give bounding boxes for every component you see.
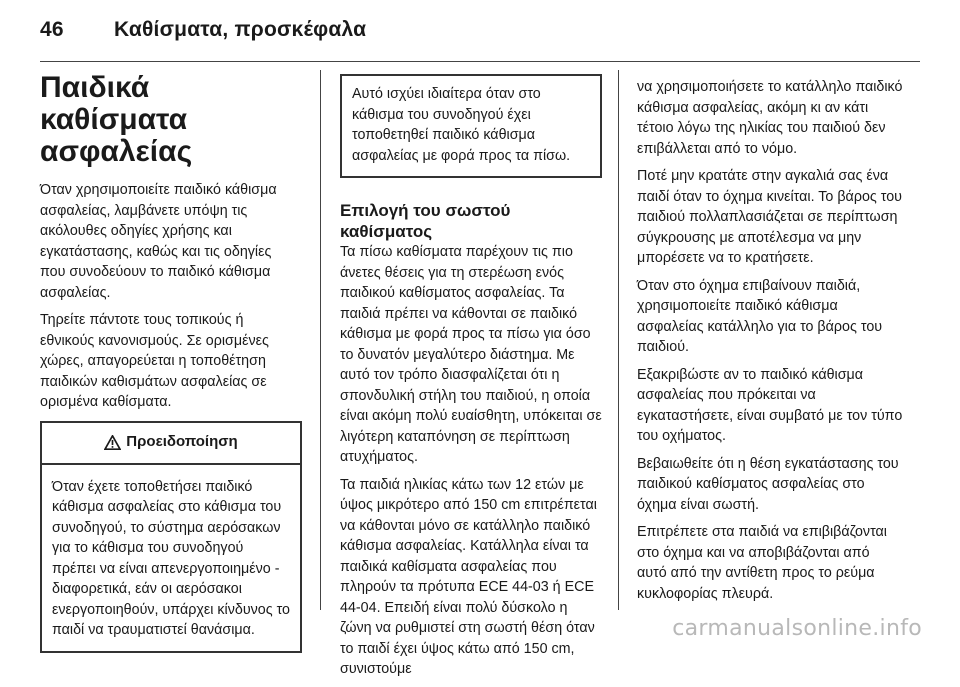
paragraph: Εξακριβώστε αν το παιδικό κάθισμα ασφαλείας που πρόκειται να εγκαταστήσετε, είναι συμβατό με τον τύπο του οχήματος. bbox=[637, 366, 903, 444]
paragraph: Ποτέ μην κρατάτε στην αγκαλιά σας ένα παιδί όταν το όχημα κινείται. Το βάρος του παιδιού πολλαπλασιάζεται σε περίπτωση σύγκρουσης με αποτέλεσμα να μην μπορέσετε να το κρατήσετε. bbox=[637, 168, 902, 266]
section-title: Καθίσματα, προσκέφαλα bbox=[114, 18, 367, 41]
column-3 bbox=[637, 77, 903, 611]
warning-title: Προειδοποίηση bbox=[126, 433, 238, 451]
warning-triangle-icon bbox=[104, 435, 121, 450]
page-title: Παιδικά καθίσματα ασφαλείας bbox=[40, 71, 193, 168]
column-divider-2 bbox=[618, 70, 619, 610]
paragraph: Όταν χρησιμοποιείτε παιδικό κάθισμα ασφαλείας, λαμβάνετε υπόψη τις ακόλουθες οδηγίες χρήσης και εγκατάστασης, καθώς και τις οδηγίες που συνοδεύουν το παιδικό κάθισμα ασφαλείας. bbox=[40, 182, 277, 301]
paragraph: Βεβαιωθείτε ότι η θέση εγκατάστασης του παιδικού καθίσματος ασφαλείας στο όχημα είναι σωστή. bbox=[637, 455, 899, 513]
warning-text: Όταν έχετε τοποθετήσει παιδικό κάθισμα ασφαλείας στο κάθισμα του συνοδηγού, το σύστημα αερόσακων για το κάθισμα του συνοδηγού πρέπει να είναι απενεργοποιημένο - διαφορετικά, εάν οι αερόσακοι ενεργοποιηθούν, υπάρχει κίνδυνος το παιδί να τραυματιστεί θανάσιμα. bbox=[52, 478, 290, 638]
note-box: Αυτό ισχύει ιδιαίτερα όταν στο κάθισμα του συνοδηγού έχει τοποθετηθεί παιδικό κάθισμα ασφαλείας με φορά προς τα πίσω. bbox=[340, 74, 602, 178]
page-header bbox=[40, 18, 366, 42]
paragraph: να χρησιμοποιήσετε το κατάλληλο παιδικό κάθισμα ασφαλείας, ακόμη κι αν κάτι τέτοιο λόγω της ηλικίας του παιδιού δεν επιβάλλεται από το νόμο. bbox=[637, 79, 903, 157]
section-heading: Επιλογή του σωστού καθίσματος bbox=[340, 201, 511, 241]
column-2 bbox=[340, 62, 602, 687]
paragraph: Τα πίσω καθίσματα παρέχουν τις πιο άνετες θέσεις για τη στερέωση ενός παιδικού καθίσματος ασφαλείας. Τα παιδιά πρέπει να κάθονται σε παιδικό κάθισμα με φορά προς τα πίσω για όσο το δυνατόν μεγαλύτερο διάστημα. Με αυτό τον τρόπο διασφαλίζεται ότι η σπονδυλική στήλη του παιδιού, η οποία είναι ακόμη πολύ ευαίσθητη, υπόκειται σε λιγότερη καταπόνηση σε περίπτωση ατυχήματος. bbox=[340, 244, 602, 465]
column-divider-1 bbox=[320, 70, 321, 610]
paragraph: Όταν στο όχημα επιβαίνουν παιδιά, χρησιμοποιείτε παιδικό κάθισμα ασφαλείας κατάλληλο για το βάρος του παιδιού. bbox=[637, 277, 883, 355]
page-number: 46 bbox=[40, 18, 64, 41]
warning-header bbox=[42, 423, 300, 465]
paragraph: Τα παιδιά ηλικίας κάτω των 12 ετών με ύψος μικρότερο από 150 cm επιτρέπεται να κάθονται μόνο σε κατάλληλο παιδικό κάθισμα ασφαλείας. Κατάλληλα είναι τα παιδικά καθίσματα ασφαλείας που πληρούν τα πρότυπα ECE 44-03 ή ECE 44-04. Επειδή είναι πολύ δύσκολο η ζώνη να ρυθμιστεί στη σωστή θέση όταν το παιδί έχει ύψος κάτω από 150 cm, συνιστούμε bbox=[340, 476, 597, 677]
watermark: carmanualsonline.info bbox=[672, 616, 922, 641]
warning-box bbox=[40, 421, 302, 653]
column-1 bbox=[40, 62, 300, 653]
paragraph: Επιτρέπετε στα παιδιά να επιβιβάζονται στο όχημα και να αποβιβάζονται από αυτό από την αντίθετη προς το ρεύμα κυκλοφορίας πλευρά. bbox=[637, 524, 887, 602]
paragraph: Τηρείτε πάντοτε τους τοπικούς ή εθνικούς κανονισμούς. Σε ορισμένες χώρες, απαγορεύεται η τοποθέτηση παιδικών καθισμάτων ασφαλείας σε ορισμένα καθίσματα. bbox=[40, 312, 269, 410]
